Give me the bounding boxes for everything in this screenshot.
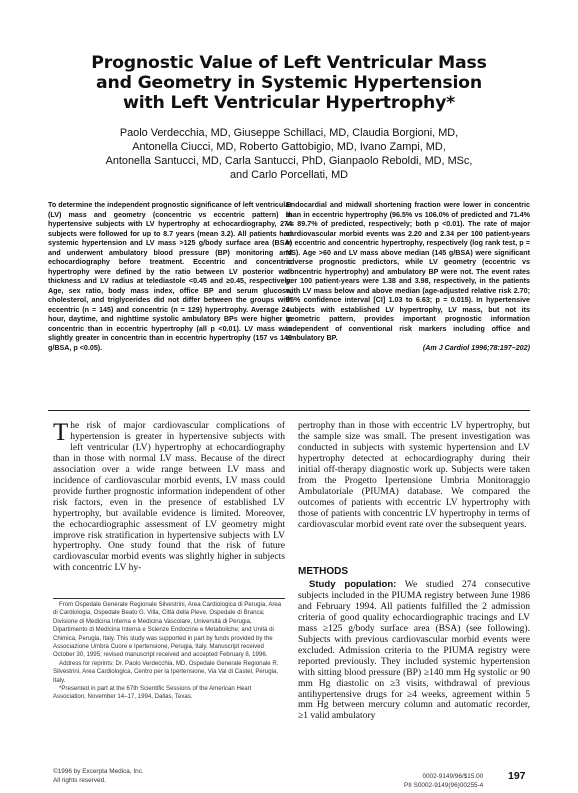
footnote-presented: *Presented in part at the 67th Scientific Sessions of the American Heart Association, November 14–17, 1994, Dallas, Texas. bbox=[53, 685, 252, 701]
copyright-line-2: All rights reserved. bbox=[53, 776, 106, 784]
introduction-paragraph bbox=[53, 421, 285, 574]
introduction-text: he risk of major cardiovascular complications of hypertension is greater in hypertensive subjects with left ventricular (LV) hypertrophy at echocardiography than in those with normal LV mass. Because of the direct association over a wide range between LV mass and incidence of cardiovascular morbid events, LV mass could provide further prognostic information independent of other risk factors, even in the presence of established LV hypertrophy, but available evidence is limited. Moreover, the echocardiographic assessment of LV geometry might improve risk stratification in hypertensive subjects with LV hypertrophy. One study found that the risk of future cardiovascular morbid events was slightly higher in subjects with concentric LV hy- bbox=[53, 420, 285, 574]
title-line-3: with Left Ventricular Hypertrophy* bbox=[123, 93, 455, 113]
abstract-divider bbox=[48, 410, 530, 411]
body-left-column bbox=[53, 421, 285, 574]
issn-line-2: PII S0002-9149(96)00255-4 bbox=[404, 781, 484, 789]
abstract-left-column bbox=[48, 201, 292, 353]
introduction-continued: pertrophy than in those with eccentric LV hypertrophy, but the sample size was small. The present investigation was conducted in subjects with systemic hypertension and LV hypertrophy detected at echocardiography during their initial off-therapy diagnostic work up. Subjects were taken from the Progetto Ipertensione Umbria Monitoraggio Ambulatoriale (PIUMA) database. We compared the outcomes of patients with eccentric LV hypertrophy with those of patients with concentric LV hypertrophy in terms of cardiovascular morbid event rate over the subsequent years. bbox=[298, 420, 530, 530]
study-population-runin: Study population: bbox=[309, 579, 397, 590]
authors-line-2: Antonella Ciucci, MD, Roberto Gattobigio, MD, Ivano Zampi, MD, bbox=[132, 141, 446, 153]
article-title bbox=[40, 53, 538, 113]
drop-cap: T bbox=[53, 419, 69, 446]
study-population-text: We studied 274 consecutive subjects included in the PIUMA registry between June 1986 and February 1994. All patients fulfilled the 2 admission criteria of good quality echocardiographic tracings and LV mass ≥125 g/body surface area (BSA) (see following). Subjects with previous cardiovascular morbid events were excluded. Admission criteria to the PIUMA registry were reported previously. They included systemic hypertension with sitting blood pressure (BP) ≥140 mm Hg systolic or 90 mm Hg diastolic on ≥3 visits, withdrawal of previous antihypertensive drugs for ≥4 weeks, agreement within 5 mm Hg between mercury column and automatic recorder, ≥1 valid ambulatory bbox=[298, 579, 530, 722]
abstract-text-left: To determine the independent prognostic significance of left ventricular (LV) mass and geometry (concentric vs eccentric pattern) in hypertensive subjects with LV hypertrophy at echocardiography, 274 subjects were followed for up to 8.7 years (mean 3.2). All patients had systemic hypertension and LV mass >125 g/body surface area (BSA) and underwent ambulatory blood pressure (BP) monitoring and echocardiography before treatment. Eccentric and concentric hypertrophy were defined by the ratio between LV posterior wall thickness and LV radius at telediastole <0.45 and ≥0.45, respectively. Age, sex ratio, body mass index, office BP and serum glucose, cholesterol, and triglycerides did not differ between the groups with eccentric (n = 145) and concentric (n = 129) hypertrophy. Average 24-hour, daytime, and nighttime systolic ambulatory BPs were higher in concentric than in eccentric hypertrophy (all p <0.01). LV mass was slightly greater in concentric than in eccentric hypertrophy (157 vs 149 g/BSA, p <0.05). bbox=[48, 201, 292, 352]
footnote-affiliations: From Ospedale Generale Regionale Silvestrini, Area Cardiologica di Perugia, Area di Cardiologia, Ospedale Beato G. Villa, Città della Pieve, Ospedale di Branca; Divisione di Medicina Interna e Medicina Vascolare, Università di Perugia, Dipartimento di Medicina Interna e Scienze Endocrine e Metaboliche; and Unità di Chimica, Perugia, Italy. This study was supported in part by funds provided by the Associazione Umbra Cuore e Ipertensione, Perugia, Italy. Manuscript received October 30, 1995; revised manuscript received and accepted February 8, 1996. bbox=[53, 601, 282, 659]
issn-line-1: 0002-9149/96/$15.00 bbox=[422, 773, 484, 780]
issn-block bbox=[404, 773, 483, 790]
body-right-column bbox=[298, 421, 530, 531]
abstract-right-column bbox=[286, 201, 530, 353]
copyright-notice bbox=[53, 768, 144, 785]
abstract-text-right: Endocardial and midwall shortening fraction were lower in concentric than in eccentric hypertrophy (96.5% vs 106.0% of predicted and 71.4% vs 89.7% of predicted, respectively; both p <0.01). The rate of major cardiovascular morbid events was 2.20 and 2.34 per 100 patient-years in eccentric and concentric hypertrophy, respectively (log rank test, p = NS). Age >60 and LV mass above median (145 g/BSA) were significant adverse prognostic predictors, while LV geometry (eccentric vs concentric hypertrophy) and ambulatory BP were not. The event rates per 100 patient-years were 1.38 and 3.98, respectively, in the patients with LV mass below and above median (age-adjusted relative risk 2.70; 95% confidence interval [CI] 1.03 to 6.63; p = 0.015). In hypertensive subjects with established LV hypertrophy, LV mass, but not its geometric pattern, provides important prognostic information independent of conventional risk markers including office and ambulatory BP. bbox=[286, 201, 530, 342]
authors-line-1: Paolo Verdecchia, MD, Giuseppe Schillaci, MD, Claudia Borgioni, MD, bbox=[119, 127, 459, 139]
footnotes bbox=[53, 601, 285, 702]
footnote-reprints: Address for reprints: Dr. Paolo Verdecchia, MD, Ospedale Generale Regionale R. Silvestrini, Area Cardiologica, Centro per la Ipertensione, Via Val di Castel, Perugia, Italy. bbox=[53, 659, 279, 684]
page-number: 197 bbox=[508, 770, 526, 782]
copyright-line-1: ©1996 by Excerpta Medica, Inc. bbox=[53, 768, 144, 775]
methods-heading: METHODS bbox=[298, 566, 348, 577]
study-population-paragraph bbox=[298, 580, 530, 722]
title-line-1: Prognostic Value of Left Ventricular Mass bbox=[91, 53, 487, 73]
journal-citation: (Am J Cardiol 1996;78:197–202) bbox=[422, 343, 530, 352]
authors-line-3: Antonella Santucci, MD, Carla Santucci, PhD, Gianpaolo Reboldi, MD, MSc, bbox=[105, 155, 473, 167]
methods-section bbox=[298, 580, 530, 722]
title-line-2: and Geometry in Systemic Hypertension bbox=[96, 73, 482, 93]
authors-line-4: and Carlo Porcellati, MD bbox=[229, 169, 349, 181]
footnote-divider bbox=[53, 598, 285, 599]
author-list bbox=[50, 126, 528, 182]
